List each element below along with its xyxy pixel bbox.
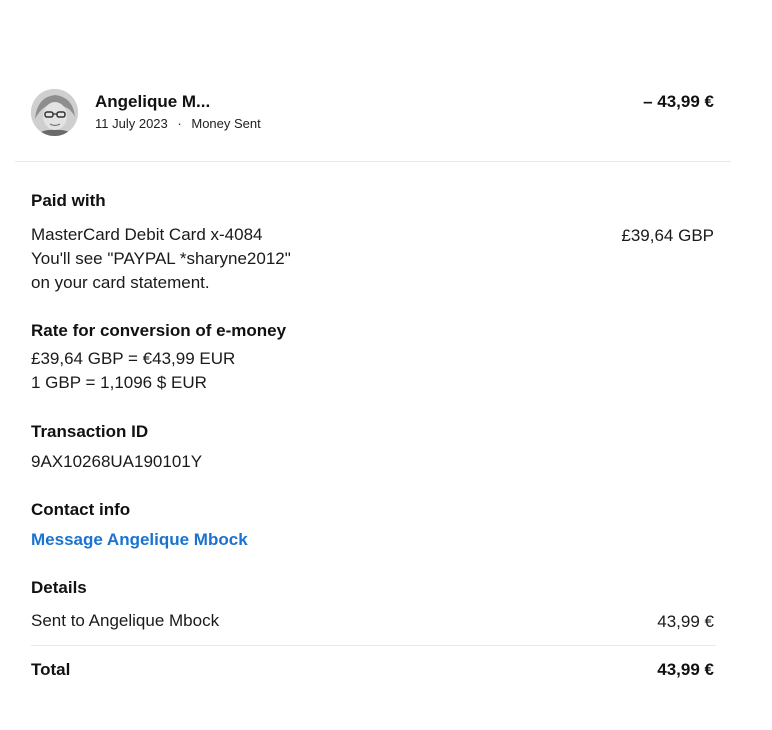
- transaction-subline: [95, 116, 261, 131]
- conversion-line-2: 1 GBP = 1,1096 $ EUR: [31, 373, 207, 392]
- sent-to-label: Sent to Angelique Mbock: [31, 611, 220, 630]
- avatar-photo-icon: [31, 89, 78, 136]
- transaction-amount: – 43,99 €: [643, 92, 714, 111]
- contact-info-title: Contact info: [31, 500, 131, 519]
- message-recipient-link[interactable]: Message Angelique Mbock: [31, 530, 248, 549]
- total-amount: 43,99 €: [657, 660, 714, 679]
- transaction-type: Money Sent: [191, 116, 261, 131]
- card-name: MasterCard Debit Card x-4084: [31, 225, 263, 244]
- paid-with-title: Paid with: [31, 191, 106, 210]
- details-title: Details: [31, 578, 87, 597]
- statement-line-2: on your card statement.: [31, 273, 210, 292]
- details-divider: [31, 645, 716, 646]
- transaction-date: 11 July 2023: [95, 116, 168, 131]
- card-amount: £39,64 GBP: [621, 226, 714, 245]
- sent-to-amount: 43,99 €: [657, 612, 714, 631]
- transaction-id-title: Transaction ID: [31, 422, 149, 441]
- total-label: Total: [31, 660, 71, 679]
- avatar: [31, 89, 78, 136]
- header-divider: [15, 161, 731, 162]
- statement-line-1: You'll see "PAYPAL *sharyne2012": [31, 249, 291, 268]
- transaction-id-value: 9AX10268UA190101Y: [31, 452, 203, 471]
- transaction-header: [0, 0, 772, 162]
- recipient-name: Angelique M...: [95, 92, 211, 111]
- separator-dot: ·: [177, 116, 182, 131]
- conversion-line-1: £39,64 GBP = €43,99 EUR: [31, 349, 236, 368]
- conversion-title: Rate for conversion of e-money: [31, 321, 287, 340]
